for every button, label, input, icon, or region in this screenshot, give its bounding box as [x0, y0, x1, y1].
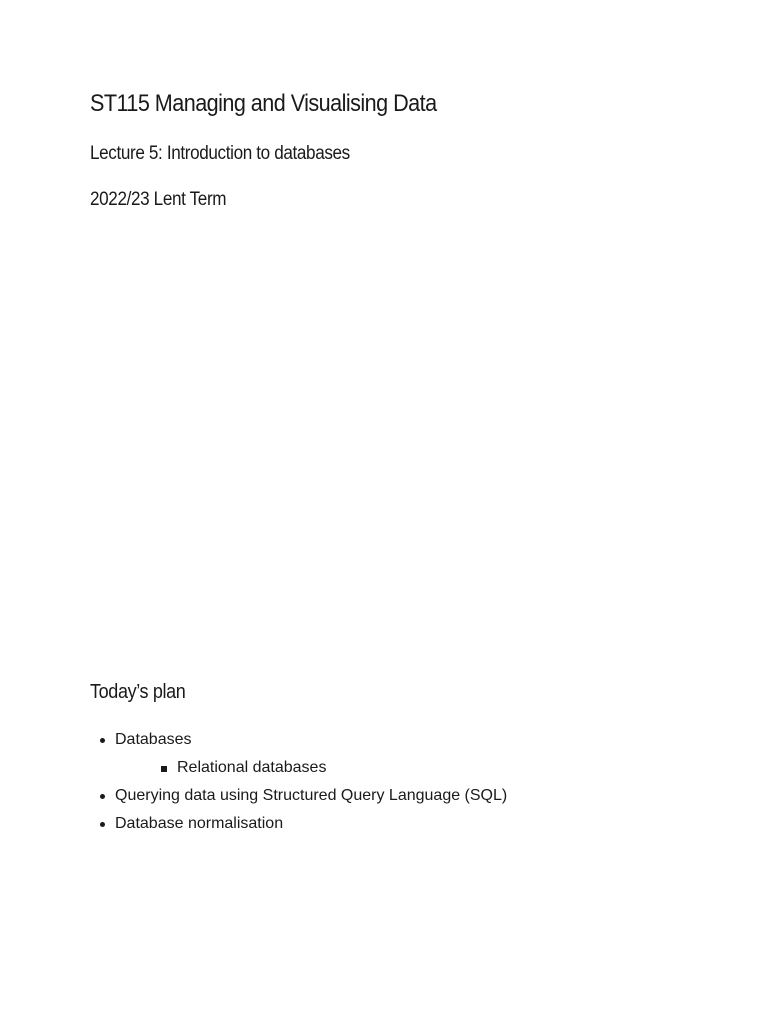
lecture-subtitle: Lecture 5: Introduction to databases — [90, 143, 350, 164]
bullet-icon — [100, 822, 105, 827]
plan-item-label: Querying data using Structured Query Language (SQL) — [115, 787, 508, 804]
sub-list — [115, 754, 507, 782]
list-item — [90, 810, 507, 838]
page-title: ST115 Managing and Visualising Data — [90, 90, 437, 117]
plan-heading: Today’s plan — [90, 681, 186, 703]
plan-list — [90, 726, 507, 838]
square-bullet-icon — [161, 766, 167, 772]
plan-item-label: Database normalisation — [115, 815, 284, 832]
list-item — [90, 782, 507, 810]
plan-item-label: Databases — [115, 731, 192, 748]
bullet-icon — [100, 794, 105, 799]
sub-list-item — [115, 754, 507, 782]
list-item — [90, 726, 507, 782]
plan-subitem-label: Relational databases — [177, 759, 327, 776]
bullet-icon — [100, 738, 105, 743]
term-label: 2022/23 Lent Term — [90, 189, 227, 210]
